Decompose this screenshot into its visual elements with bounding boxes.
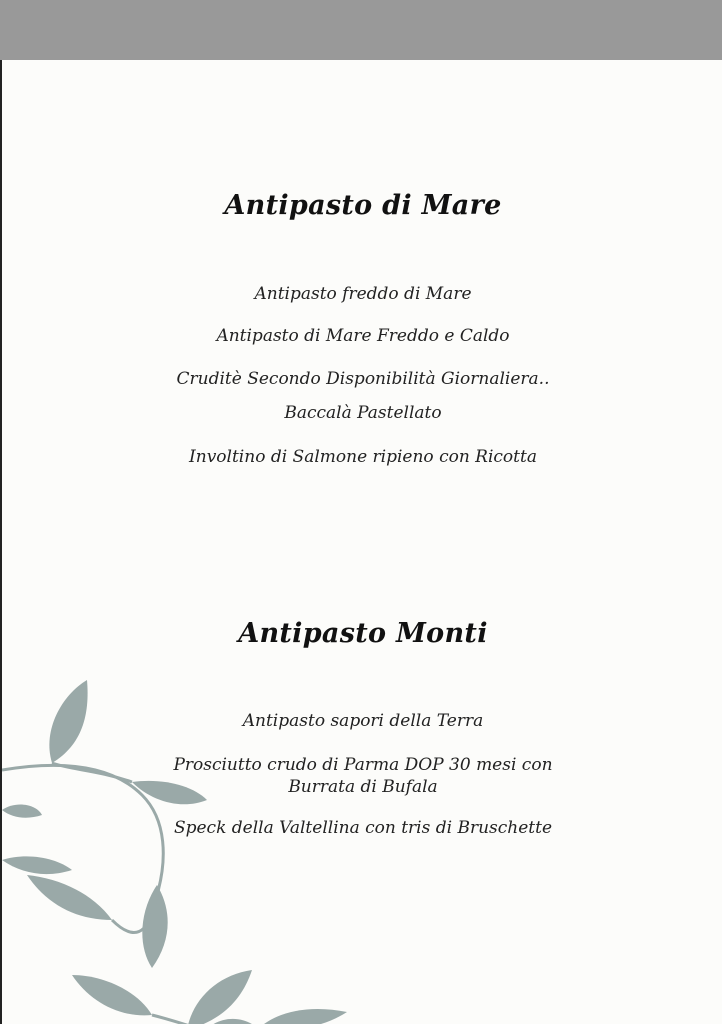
menu-item: Involtino di Salmone ripieno con Ricotta (189, 447, 537, 467)
section-title-antipasto-di-mare: Antipasto di Mare (224, 190, 502, 221)
menu-item-line: Prosciutto crudo di Parma DOP 30 mesi con (173, 755, 553, 775)
menu-item: Cruditè Secondo Disponibilità Giornaliera.. (176, 369, 550, 389)
menu-page (0, 60, 722, 1024)
menu-item: Antipasto freddo di Mare (254, 284, 472, 304)
menu-item: Antipasto di Mare Freddo e Caldo (216, 326, 510, 346)
menu-item: Speck della Valtellina con tris di Bruschette (173, 818, 553, 838)
menu-item: Antipasto sapori della Terra (242, 711, 484, 731)
menu-item (2, 754, 722, 798)
menu-item-line: Burrata di Bufala (288, 777, 438, 797)
section-title-antipasto-monti: Antipasto Monti (238, 618, 488, 649)
menu-item: Baccalà Pastellato (284, 403, 442, 423)
top-gray-bar (0, 0, 722, 60)
